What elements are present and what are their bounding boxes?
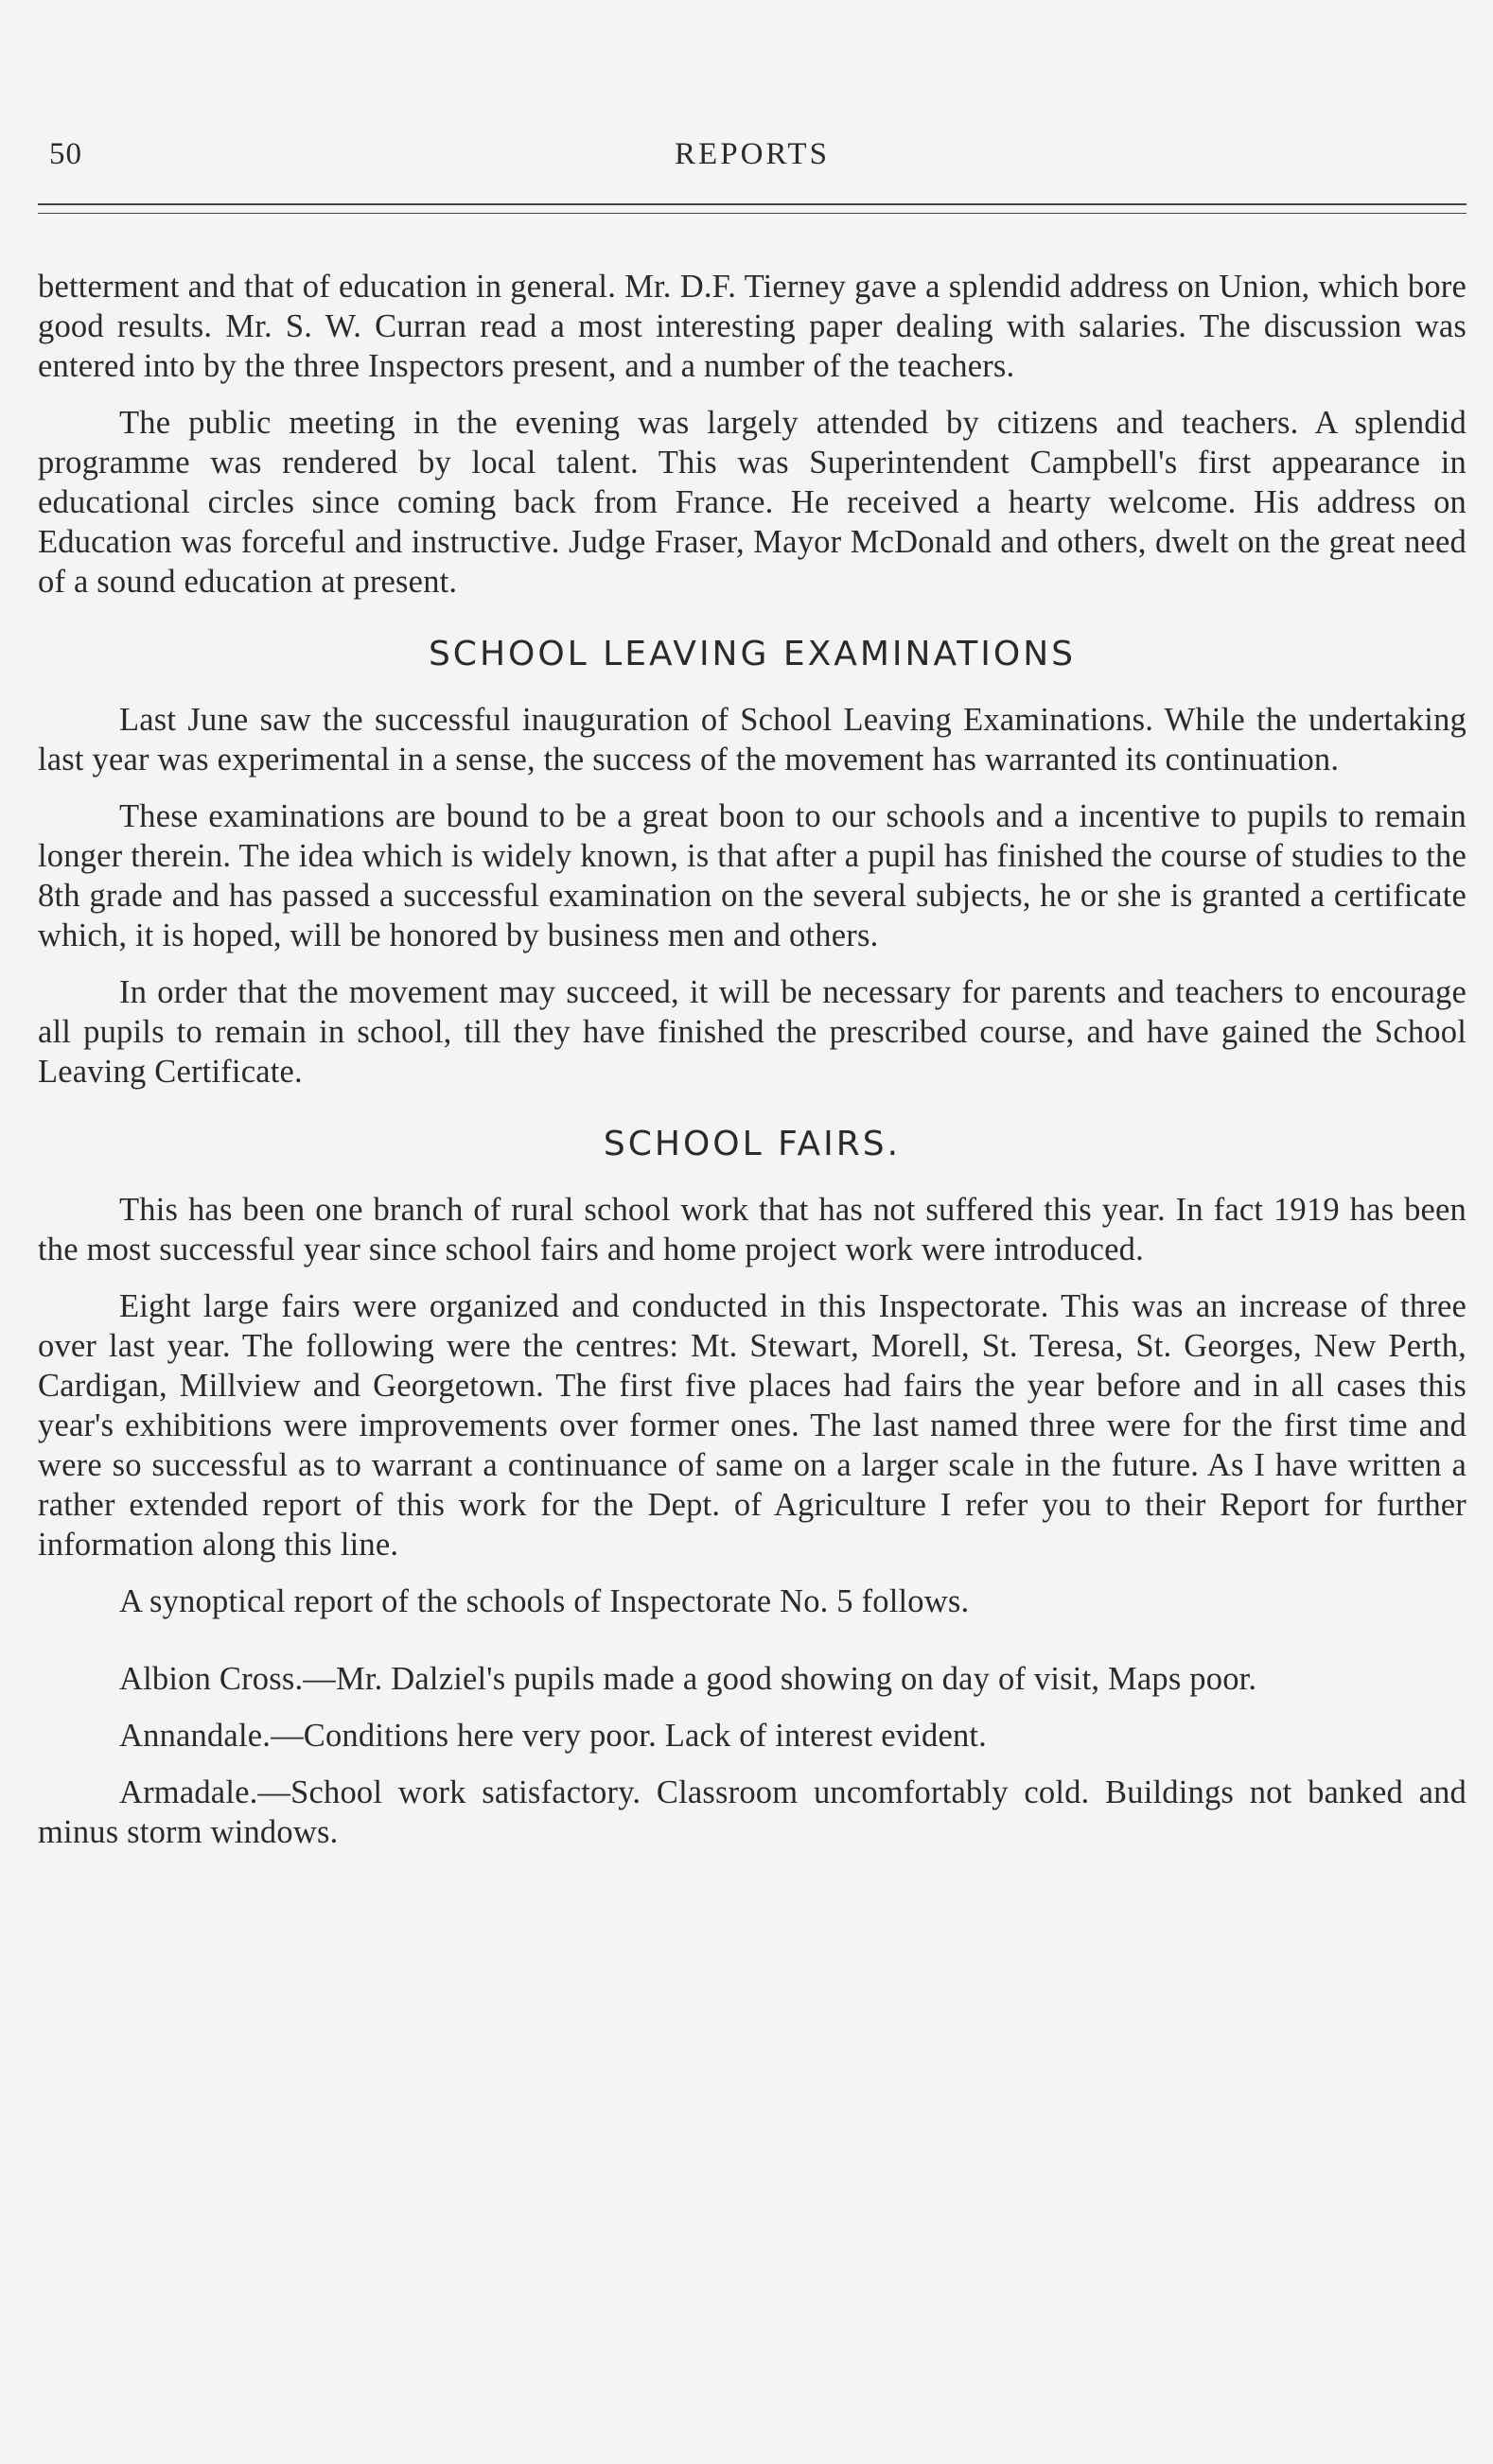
paragraph-intro-continued: betterment and that of education in general. Mr. D.F. Tierney gave a splendid address on Union, which bore good results. Mr. S. W. Curran read a most interesting paper dealing with salaries. The discussion was entered into by the three Inspectors present, and a number of the teachers. (38, 269, 1467, 384)
page-body (38, 267, 1467, 1869)
paragraph-school-leaving-2: These examinations are bound to be a great boon to our schools and a incentive to pupils to remain longer therein. The idea which is widely known, is that after a pupil has finished the course of studies to the 8th grade and has passed a successful examination on the several subjects, he or she is granted a certificate which, it is hoped, will be honored by business men and others. (38, 798, 1467, 953)
page-number: 50 (49, 137, 82, 171)
header-rule-top (38, 203, 1467, 205)
page-header (38, 137, 1467, 184)
section-heading-school-leaving: SCHOOL LEAVING EXAMINATIONS (428, 635, 1077, 673)
paragraph-public-meeting: The public meeting in the evening was largely attended by citizens and teachers. A splendid programme was rendered by local talent. This was Superintendent Campbell's first appearance in educational circles since coming back from France. He received a hearty welcome. His address on Education was forceful and instructive. Judge Fraser, Mayor McDonald and others, dwelt on the great need of a sound education at present. (38, 405, 1467, 600)
header-rule-bottom (38, 213, 1467, 214)
school-report-entry: Albion Cross.—Mr. Dalziel's pupils made a good showing on day of visit, Maps poor. (119, 1661, 1257, 1697)
paragraph-school-leaving-3: In order that the movement may succeed, it will be necessary for parents and teachers to encourage all pupils to remain in school, till they have finished the prescribed course, and have gained the School Leaving Certificate. (38, 974, 1467, 1090)
school-report-entry: Armadale.—School work satisfactory. Classroom uncomfortably cold. Buildings not banked and minus storm windows. (38, 1774, 1467, 1850)
paragraph-synoptical-intro: A synoptical report of the schools of Inspectorate No. 5 follows. (119, 1583, 970, 1619)
section-heading-school-fairs: SCHOOL FAIRS. (603, 1125, 902, 1163)
paragraph-school-fairs-1: This has been one branch of rural school work that has not suffered this year. In fact 1919 has been the most successful year since school fairs and home project work were introduced. (38, 1192, 1467, 1267)
running-head: REPORTS (675, 137, 830, 171)
paragraph-school-fairs-2: Eight large fairs were organized and conducted in this Inspectorate. This was an increase of three over last year. The following were the centres: Mt. Stewart, Morell, St. Teresa, St. Georges, New Perth, Cardigan, Millview and Georgetown. The first five places had fairs the year before and in all cases this year's exhibitions were improvements over former ones. The last named three were for the first time and were so successful as to warrant a continuance of same on a larger scale in the future. As I have written a rather extended report of this work for the Dept. of Agriculture I refer you to their Report for further information along this line. (38, 1288, 1467, 1563)
school-report-entry: Annandale.—Conditions here very poor. Lack of interest evident. (119, 1718, 988, 1754)
paragraph-school-leaving-1: Last June saw the successful inauguration of School Leaving Examinations. While the undertaking last year was experimental in a sense, the success of the movement has warranted its continuation. (38, 702, 1467, 778)
